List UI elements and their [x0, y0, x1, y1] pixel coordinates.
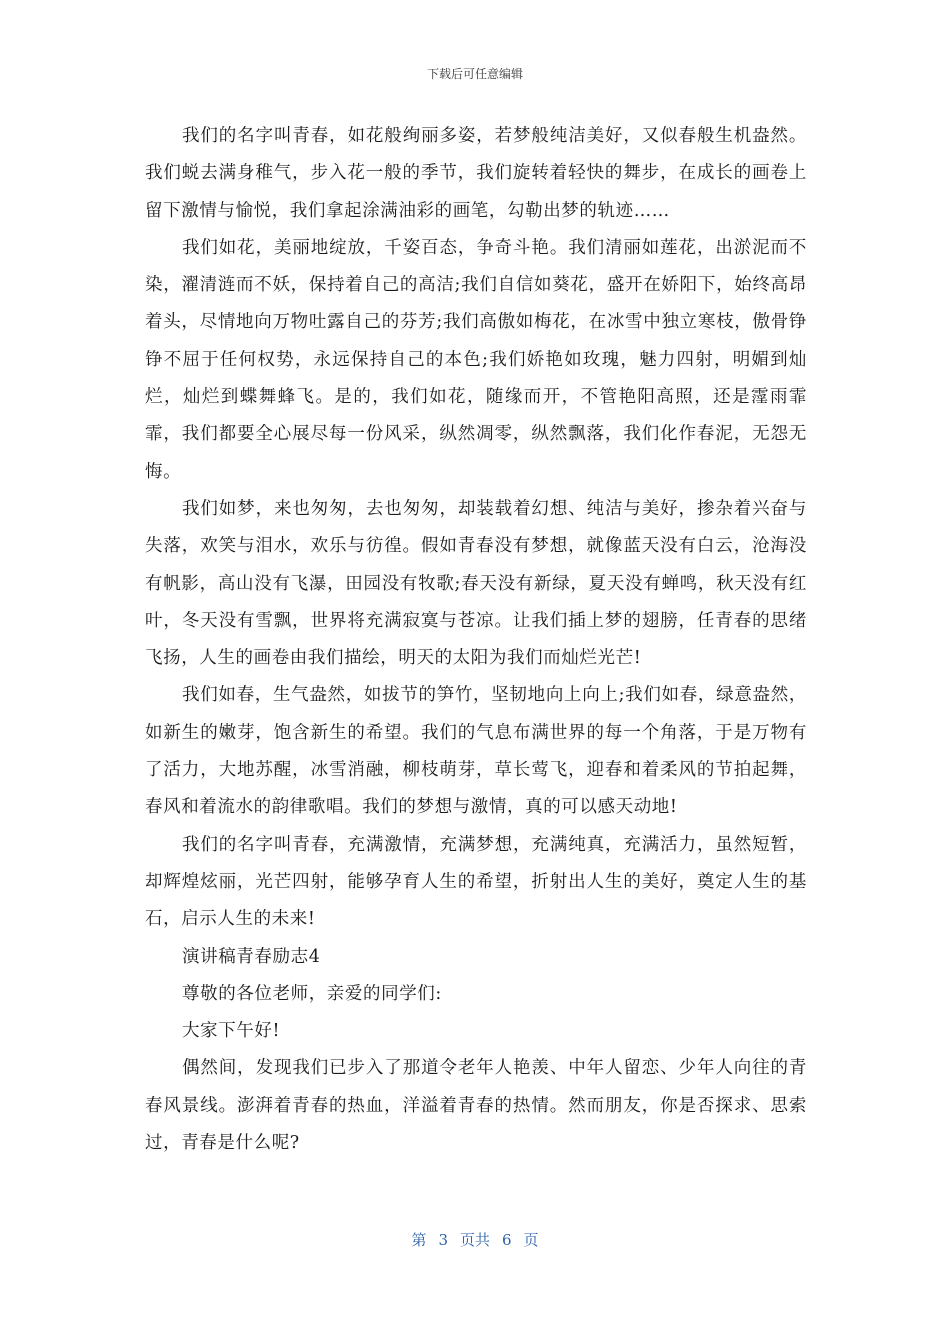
page-label: 第 [411, 1231, 427, 1249]
page-header-note: 下载后可任意编辑 [426, 67, 523, 81]
current-page-number: 3 [438, 1231, 448, 1249]
paragraph-like-flowers: 我们如花，美丽地绽放，千姿百态，争奇斗艳。我们清丽如莲花，出淤泥而不染，濯清涟而不妖，保持着自己的高洁;我们自信如葵花，盛开在娇阳下，始终高昂着头，尽情地向万物吐露自己的芬芳;我们高傲如梅花，在冰雪中独立寒枝，傲骨铮铮不屈于任何权势，永远保持自己的本色;我们娇艳如玫瑰，魅力四射，明媚到灿烂，灿烂到蝶舞蜂飞。是的，我们如花，随缘而开，不管艳阳高照，还是霪雨霏霏，我们都要全心展尽每一份风采，纵然凋零，纵然飘落，我们化作春泥，无怨无悔。 [145, 237, 807, 482]
paragraph-youth-summary: 我们的名字叫青春，充满激情，充满梦想，充满纯真，充满活力，虽然短暂，却辉煌炫丽，光芒四射，能够孕育人生的希望，折射出人生的美好，奠定人生的基石，启示人生的未来! [145, 834, 807, 930]
page-mid-label: 页共 [459, 1231, 490, 1249]
document-body [145, 118, 807, 1162]
page-suffix-label: 页 [523, 1231, 539, 1249]
paragraph-like-spring: 我们如春，生气盎然，如拔节的笋竹，坚韧地向上向上;我们如春，绿意盎然，如新生的嫩芽，饱含新生的希望。我们的气息布满世界的每一个角落，于是万物有了活力，大地苏醒，冰雪消融，柳枝萌芽，草长莺飞，迎春和着柔风的节拍起舞，春风和着流水的韵律歌唱。我们的梦想与激情，真的可以感天动地! [145, 685, 807, 818]
paragraph-youth-scenery: 偶然间，发现我们已步入了那道令老年人艳羡、中年人留恋、少年人向往的青春风景线。澎湃着青春的热血，洋溢着青春的热情。然而朋友，你是否探求、思索过，青春是什么呢? [145, 1058, 807, 1154]
total-pages-number: 6 [502, 1231, 512, 1249]
page-footer [0, 1230, 950, 1250]
salutation: 尊敬的各位老师，亲爱的同学们: [182, 983, 442, 1004]
section-title: 演讲稿青春励志4 [182, 946, 321, 967]
paragraph-youth-name: 我们的名字叫青春，如花般绚丽多姿，若梦般纯洁美好，又似春般生机盎然。我们蜕去满身稚气，步入花一般的季节，我们旋转着轻快的舞步，在成长的画卷上留下激情与愉悦，我们拿起涂满油彩的画笔，勾勒出梦的轨迹…… [145, 126, 807, 221]
greeting: 大家下午好! [182, 1021, 281, 1042]
paragraph-like-dreams: 我们如梦，来也匆匆，去也匆匆，却装载着幻想、纯洁与美好，掺杂着兴奋与失落，欢笑与泪水，欢乐与彷徨。假如青春没有梦想，就像蓝天没有白云，沧海没有帆影，高山没有飞瀑，田园没有牧歌;春天没有新绿，夏天没有蝉鸣，秋天没有红叶，冬天没有雪飘，世界将充满寂寞与苍凉。让我们插上梦的翅膀，任青春的思绪飞扬，人生的画卷由我们描绘，明天的太阳为我们而灿烂光芒! [145, 498, 807, 669]
